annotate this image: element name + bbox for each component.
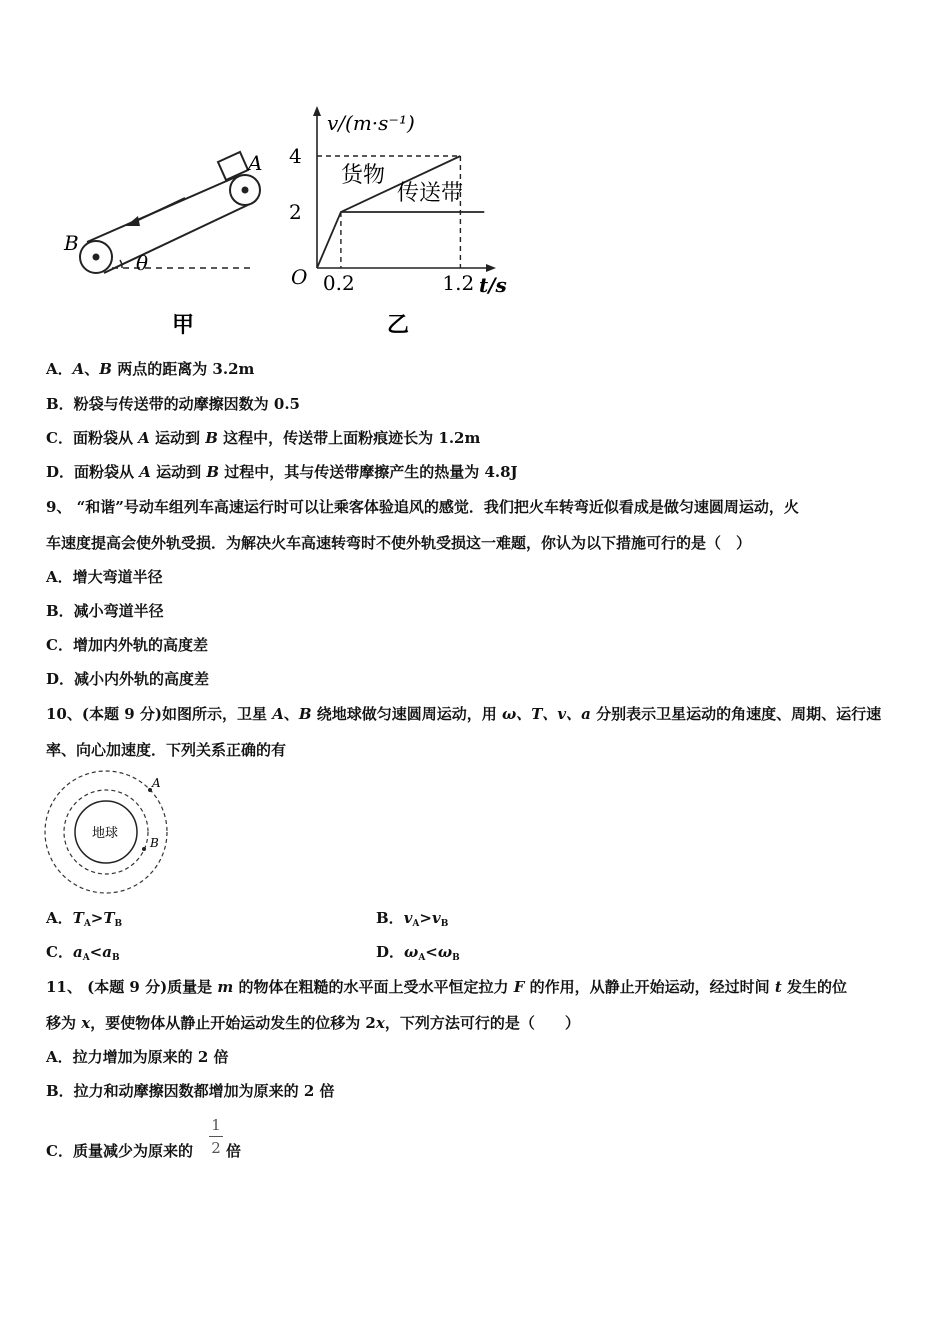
q8-a-B: B bbox=[99, 360, 112, 378]
q10-option-b bbox=[376, 908, 448, 934]
satellite-orbit-figure bbox=[40, 770, 175, 895]
xtick-label-02: 0.2 bbox=[322, 271, 355, 295]
q10-stem-line1 bbox=[46, 704, 881, 724]
q8-d-B: B bbox=[206, 463, 220, 481]
q10-a-op: > bbox=[90, 909, 104, 927]
q8-option-a bbox=[46, 359, 254, 379]
q11-l1-m: m bbox=[217, 978, 234, 996]
q10-l1-A: A bbox=[272, 705, 284, 723]
q10-a-s1: A bbox=[83, 919, 91, 929]
legend-goods: 货物 bbox=[341, 163, 386, 188]
q11-l2-post: ，下列方法可行的是（ ） bbox=[384, 1014, 580, 1032]
q11-l1-t: t bbox=[774, 978, 782, 996]
y-axis-arrow bbox=[313, 106, 321, 116]
q8-a-sep: 、 bbox=[84, 360, 100, 378]
q9-stem-line1: 9、 “和谐”号动车组列车高速运行时可以让乘客体验追风的感觉．我们把火车转弯近似看成是做匀速圆周运动，火 bbox=[46, 498, 799, 516]
q10-d-label: D． bbox=[376, 943, 405, 961]
q10-option-a bbox=[46, 908, 122, 934]
q11-l1-pre: 11、 (本题 9 分)质量是 bbox=[46, 978, 218, 996]
q10-d-s1: A bbox=[418, 953, 426, 963]
caption-jia: 甲 bbox=[172, 312, 195, 338]
belt-bottom-line bbox=[104, 203, 252, 273]
q11-l2-pre: 移为 bbox=[46, 1014, 82, 1032]
q11-frac-num: 1 bbox=[211, 1116, 221, 1134]
q11-frac-bar bbox=[209, 1136, 223, 1137]
q10-b-label: B． bbox=[376, 909, 404, 927]
q11-option-b: B．拉力和动摩擦因数都增加为原来的 2 倍 bbox=[46, 1082, 335, 1100]
q9-option-c: C．增加内外轨的高度差 bbox=[46, 636, 208, 654]
earth-label: 地球 bbox=[92, 826, 119, 841]
q8-option-c bbox=[46, 428, 480, 448]
q11-l1-F: F bbox=[513, 978, 525, 996]
q9-option-a: A．增大弯道半径 bbox=[46, 568, 163, 586]
label-A: A bbox=[248, 151, 263, 175]
q8-d-post: 过程中，其与传送带摩擦产生的热量为 4.8J bbox=[219, 463, 518, 481]
q11-stem-line2 bbox=[46, 1013, 580, 1033]
q8-c-A: A bbox=[138, 429, 150, 447]
q11-l2-mid: ，要使物体从静止开始运动发生的位移为 2 bbox=[90, 1014, 376, 1032]
conveyor-figure bbox=[60, 140, 270, 340]
q11-frac-den: 2 bbox=[211, 1139, 221, 1157]
q11-fraction bbox=[208, 1116, 224, 1157]
q10-a-s2: B bbox=[114, 919, 123, 929]
q10-l1-vars: ω、T、v、a bbox=[501, 705, 591, 723]
ytick-label-2: 2 bbox=[289, 200, 302, 224]
q10-l1-post: 分别表示卫星运动的角速度、周期、运行速 bbox=[590, 705, 882, 723]
q11-l1-post: 发生的位 bbox=[781, 978, 848, 996]
pulley-A-axle bbox=[242, 187, 249, 194]
q10-l1-mid: 绕地球做匀速圆周运动，用 bbox=[311, 705, 502, 723]
q9-option-b: B．减小弯道半径 bbox=[46, 602, 164, 620]
q10-b-s2: B bbox=[440, 919, 449, 929]
q10-b-v1: v bbox=[403, 909, 413, 927]
q9-option-d: D．减小内外轨的高度差 bbox=[46, 670, 210, 688]
q10-a-label: A． bbox=[46, 909, 73, 927]
q8-option-d bbox=[46, 462, 518, 482]
q10-l1-sep: 、 bbox=[283, 705, 299, 723]
xtick-label-12: 1.2 bbox=[442, 271, 475, 295]
q10-c-v2: a bbox=[102, 943, 112, 961]
caption-yi: 乙 bbox=[387, 312, 410, 338]
q10-c-v1: a bbox=[72, 943, 83, 961]
q8-c-B: B bbox=[205, 429, 218, 447]
q10-b-s1: A bbox=[412, 919, 420, 929]
q8-d-A: A bbox=[139, 463, 151, 481]
q11-l1-mid1: 的物体在粗糙的水平面上受水平恒定拉力 bbox=[233, 978, 514, 996]
ytick-label-4: 4 bbox=[289, 144, 302, 168]
x-axis-arrow bbox=[486, 264, 496, 272]
q10-option-d bbox=[376, 942, 460, 968]
q11-l2-x2: x bbox=[375, 1014, 385, 1032]
x-axis-label: t/s bbox=[479, 273, 507, 297]
q10-c-op: < bbox=[89, 943, 103, 961]
q10-c-s2: B bbox=[111, 953, 120, 963]
y-axis-label: v/(m·s⁻¹) bbox=[327, 111, 415, 135]
q10-b-v2: v bbox=[431, 909, 441, 927]
q10-d-s2: B bbox=[452, 953, 460, 963]
q11-l1-mid2: 的作用，从静止开始运动，经过时间 bbox=[524, 978, 775, 996]
q10-l1-pre: 10、(本题 9 分)如图所示，卫星 bbox=[46, 705, 273, 723]
q8-a-pre: A． bbox=[46, 360, 73, 378]
motion-arrow-head bbox=[126, 216, 140, 226]
satellite-B-label: B bbox=[150, 836, 159, 850]
q8-d-mid: 运动到 bbox=[150, 463, 207, 481]
q10-b-op: > bbox=[419, 909, 432, 927]
q11-option-c-pre: C．质量减少为原来的 bbox=[46, 1142, 193, 1160]
q11-stem-line1 bbox=[46, 977, 847, 997]
q8-c-mid: 运动到 bbox=[149, 429, 206, 447]
vt-graph bbox=[285, 100, 535, 340]
label-theta: θ bbox=[136, 251, 149, 275]
q8-a-post: 两点的距离为 3.2m bbox=[111, 360, 255, 378]
legend-belt: 传送带 bbox=[397, 181, 464, 206]
q8-d-pre: D．面粉袋从 bbox=[46, 463, 140, 481]
q10-stem-line2: 率、向心加速度．下列关系正确的有 bbox=[46, 741, 287, 759]
q10-d-v1: ω bbox=[404, 943, 419, 961]
q11-l2-x: x bbox=[81, 1014, 91, 1032]
satellite-A-label: A bbox=[152, 776, 161, 790]
q10-d-op: < bbox=[425, 943, 438, 961]
q8-option-b: B．粉袋与传送带的动摩擦因数为 0.5 bbox=[46, 395, 300, 413]
q10-d-v2: ω bbox=[437, 943, 453, 961]
q8-c-pre: C．面粉袋从 bbox=[46, 429, 139, 447]
q11-option-a: A．拉力增加为原来的 2 倍 bbox=[46, 1048, 229, 1066]
q8-c-post: 这程中，传送带上面粉痕迹长为 1.2m bbox=[217, 429, 481, 447]
q9-stem-line2: 车速度提高会使外轨受损．为解决火车高速转弯时不使外轨受损这一难题，你认为以下措施可行的是（ ） bbox=[46, 534, 752, 552]
q8-a-A: A bbox=[72, 360, 85, 378]
motion-arrow bbox=[132, 198, 185, 223]
satellite-B-dot bbox=[142, 847, 146, 851]
q10-a-v2: T bbox=[103, 909, 115, 927]
q10-c-s1: A bbox=[82, 953, 90, 963]
q10-a-v1: T bbox=[72, 909, 84, 927]
q11-option-c-post: 倍 bbox=[226, 1142, 242, 1160]
q10-l1-B: B bbox=[298, 705, 312, 723]
q10-option-c bbox=[46, 942, 120, 968]
angle-arc bbox=[120, 260, 122, 268]
origin-label: O bbox=[291, 265, 308, 289]
pulley-B-axle bbox=[93, 254, 100, 261]
label-B: B bbox=[64, 231, 79, 255]
q10-c-label: C． bbox=[46, 943, 73, 961]
